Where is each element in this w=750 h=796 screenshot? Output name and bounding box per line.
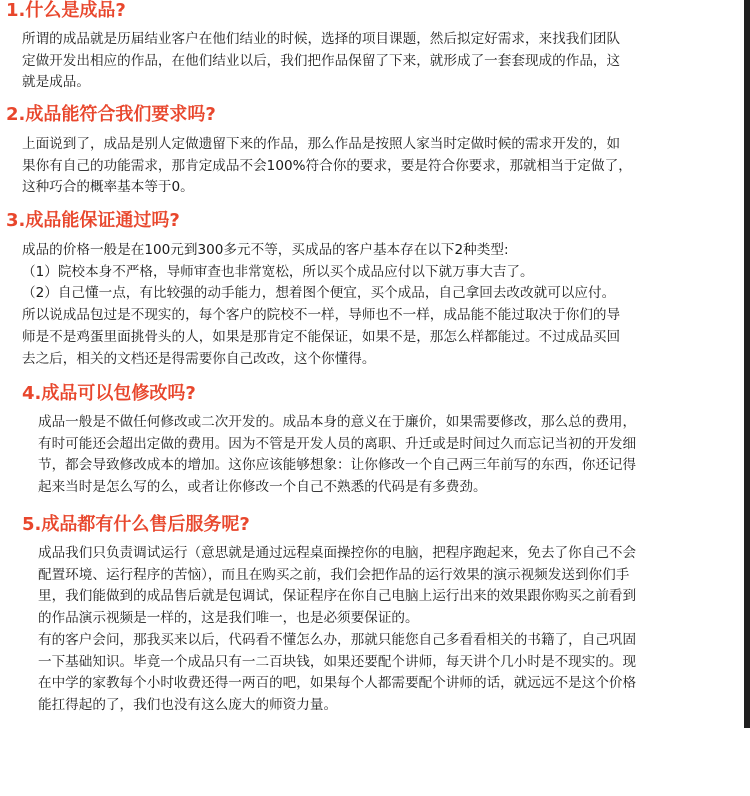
section-paragraph	[22, 29, 740, 94]
text-line: 配置环境、运行程序的苦恼），而且在购买之前，我们会把作品的运行效果的演示视频发送到你们手	[38, 566, 630, 583]
faq-section-5	[0, 514, 740, 717]
section-heading: 4.成品可以包修改吗?	[22, 383, 196, 404]
text-line: 师是不是鸡蛋里面挑骨头的人，如果是那肯定不能保证，如果不是，那怎么样都能过。不过成品买回	[22, 328, 621, 345]
text-line: 所谓的成品就是历届结业客户在他们结业的时候，选择的项目课题，然后拟定好需求，来找我们团队	[22, 31, 621, 47]
text-line: 成品的价格一般是在100元到300多元不等，买成品的客户基本存在以下2种类型:	[22, 242, 509, 258]
text-line: 节，都会导致修改成本的增加。这你应该能够想象：让你修改一个自己两三年前写的东西，你还记得	[38, 457, 637, 474]
text-line: 的作品演示视频是一样的，这是我们唯一，也是必须要保证的。	[38, 610, 419, 627]
text-line: 起来当时是怎么写的么，或者让你修改一个自己不熟悉的代码是有多费劲。	[38, 479, 487, 496]
text-line: 定做开发出相应的作品，在他们结业以后，我们把作品保留了下来，就形成了一套套现成的作品，这	[22, 52, 621, 69]
text-line: 里，我们能做到的成品售后就是包调试，保证程序在你自己电脑上运行出来的效果跟你购买之前看到	[38, 588, 637, 605]
text-line: 一下基础知识。毕竟一个成品只有一二百块钱，如果还要配个讲师，每天讲个几小时是不现实的。现	[38, 653, 637, 670]
text-line: 所以说成品包过是不现实的，每个客户的院校不一样，导师也不一样，成品能不能过取决于你们的导	[22, 307, 621, 324]
text-line: 有时可能还会超出定做的费用。因为不管是开发人员的离职、升迁或是时间过久而忘记当初的开发细	[38, 435, 637, 452]
faq-section-3	[0, 210, 740, 370]
section-paragraph	[22, 240, 740, 370]
section-paragraph	[22, 134, 740, 199]
text-line: 有的客户会问，那我买来以后，代码看不懂怎么办，那就只能您自己多看看相关的书籍了，自己巩固	[38, 631, 637, 648]
text-line: 成品我们只负责调试运行（意思就是通过远程桌面操控你的电脑，把程序跑起来，免去了你自己不会	[38, 545, 637, 561]
faq-section-4	[0, 383, 740, 499]
section-heading: 5.成品都有什么售后服务呢?	[22, 514, 250, 535]
text-line: 在中学的家教每个小时收费还得一两百的吧，如果每个人都需要配个讲师的话，就远远不是这个价格	[38, 675, 637, 692]
section-heading: 3.成品能保证通过吗?	[6, 210, 180, 231]
text-line: 成品一般是不做任何修改或二次开发的。成品本身的意义在于廉价，如果需要修改，那么总的费用，	[38, 414, 637, 430]
right-edge-bar	[744, 0, 750, 728]
text-line: 就是成品。	[22, 74, 90, 91]
text-line: 这种巧合的概率基本等于0。	[22, 179, 194, 196]
section-heading: 2.成品能符合我们要求吗?	[6, 104, 216, 125]
faq-section-2	[0, 104, 740, 199]
section-paragraph	[38, 412, 740, 499]
faq-section-1	[0, 0, 740, 94]
text-line: （2）自己懂一点，有比较强的动手能力，想着图个便宜，买个成品，自己拿回去改改就可以应付。	[22, 285, 616, 302]
text-line: （1）院校本身不严格，导师审查也非常宽松，所以买个成品应付以下就万事大吉了。	[22, 263, 534, 280]
text-line: 去之后，相关的文档还是得需要你自己改改，这个你懂得。	[22, 350, 376, 367]
text-line: 上面说到了，成品是别人定做遗留下来的作品，那么作品是按照人家当时定做时候的需求开发的，如	[22, 136, 621, 152]
text-line: 果你有自己的功能需求，那肯定成品不会100%符合你的要求，要是符合你要求，那就相当于定做了，	[22, 157, 632, 174]
text-line: 能扛得起的了，我们也没有这么庞大的师资力量。	[38, 696, 338, 713]
section-heading: 1.什么是成品?	[6, 0, 126, 21]
section-paragraph	[38, 543, 740, 717]
